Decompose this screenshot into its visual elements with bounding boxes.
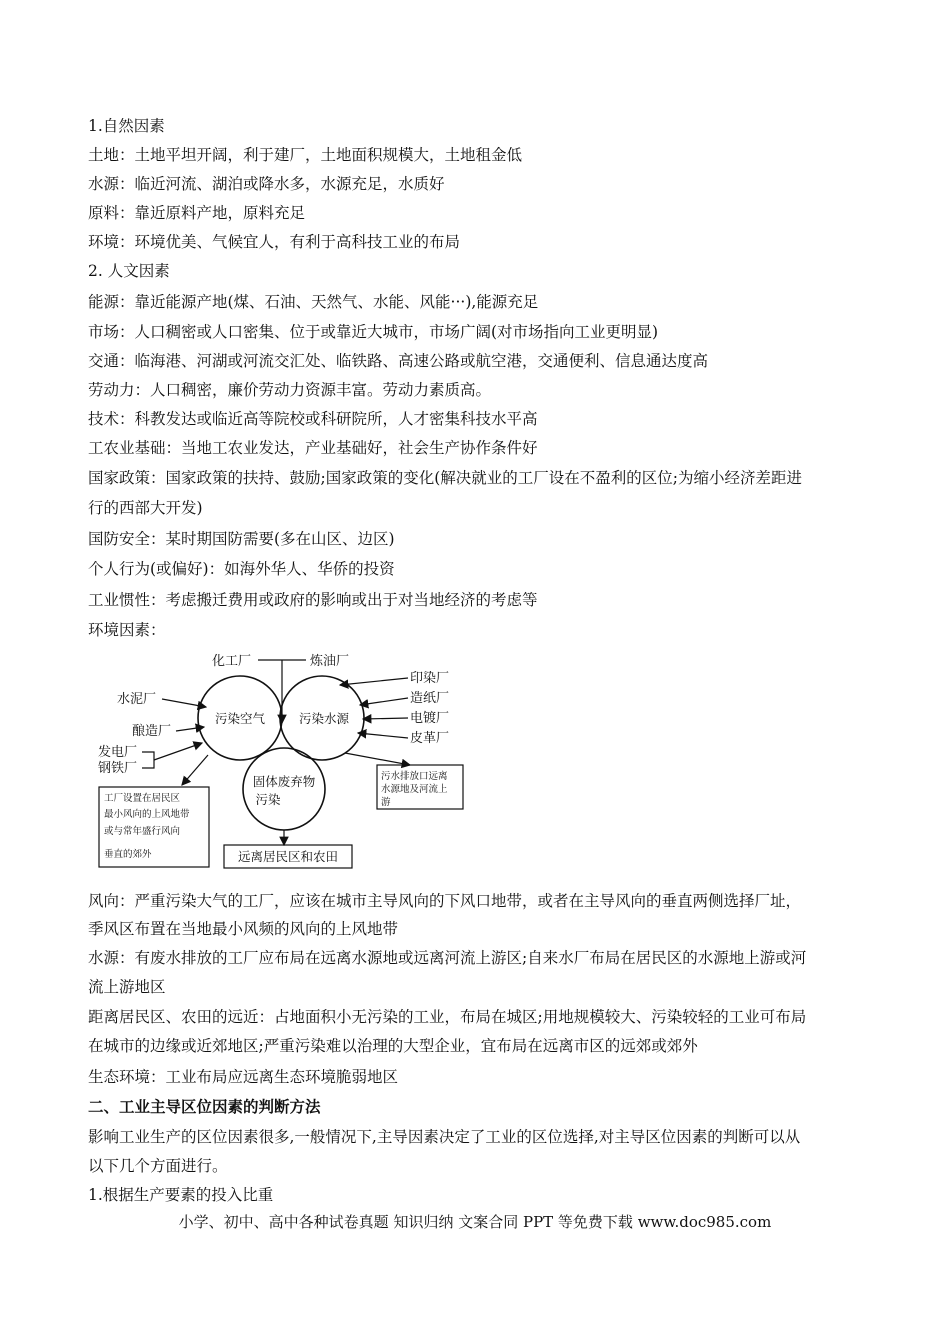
chemical-plant-label: 化工厂 (212, 654, 252, 669)
text-line: 环境因素： (88, 621, 166, 639)
text-line: 距离居民区、农田的远近：占地面积小无污染的工业，布局在城区;用地规模较大、污染较轻的工业可布局 (88, 1008, 807, 1026)
text-line: 以下几个方面进行。 (88, 1157, 228, 1175)
text-line: 工农业基础：当地工农业发达，产业基础好，社会生产协作条件好 (88, 439, 538, 457)
right-box-line: 污水排放口远离 (381, 771, 448, 782)
text-line: 个人行为(或偏好)：如海外华人、华侨的投资 (88, 560, 395, 578)
text-line: 1.根据生产要素的投入比重 (88, 1186, 274, 1204)
circle-air-label: 污染空气 (214, 711, 266, 726)
right-box-line: 水源地及河流上 (381, 784, 448, 795)
text-line: 原料：靠近原料产地，原料充足 (88, 204, 306, 222)
circle-solid-label: 固体废弃物 (252, 774, 316, 789)
text-line: 技术：科教发达或临近高等院校或科研院所，人才密集科技水平高 (88, 410, 538, 428)
text-line: 季风区布置在当地最小风频的风向的上风地带 (88, 920, 399, 938)
text-line: 能源：靠近能源产地(煤、石油、天然气、水能、风能···),能源充足 (88, 293, 539, 311)
solid-waste-circle (243, 748, 325, 830)
text-line: 国家政策：国家政策的扶持、鼓励;国家政策的变化(解决就业的工厂设在不盈利的区位;为缩小经济差距进 (88, 469, 802, 487)
left-box-line: 垂直的郊外 (104, 849, 152, 860)
left-box-line: 工厂设置在居民区 (104, 793, 181, 804)
text-line: 在城市的边缘或近郊地区;严重污染难以治理的大型企业，宜布局在远离市区的远郊或郊外 (88, 1037, 698, 1055)
text-line: 影响工业生产的区位因素很多,一般情况下,主导因素决定了工业的区位选择,对主导区位因素的判断可以从 (88, 1128, 801, 1146)
refinery-label: 炼油厂 (310, 654, 350, 669)
text-line: 工业惯性：考虑搬迁费用或政府的影响或出于对当地经济的考虑等 (88, 591, 538, 609)
leather-plant-label: 皮革厂 (410, 731, 450, 746)
dyeing-plant-label: 印染厂 (410, 671, 450, 686)
text-line: 水源：有废水排放的工厂应布局在远离水源地或远离河流上游区;自来水厂布局在居民区的水源地上游或河 (88, 949, 807, 967)
text-line: 劳动力：人口稠密，廉价劳动力资源丰富。劳动力素质高。 (88, 381, 492, 399)
circle-water-label: 污染水源 (298, 711, 350, 726)
cement-plant-label: 水泥厂 (117, 692, 157, 707)
text-line: 水源：临近河流、湖泊或降水多，水源充足，水质好 (88, 175, 445, 193)
circle-solid-label-2: 污染 (255, 792, 281, 807)
text-line: 2. 人文因素 (88, 262, 170, 280)
section-heading: 二、工业主导区位因素的判断方法 (88, 1097, 321, 1116)
paper-mill-label: 造纸厂 (410, 691, 450, 706)
text-line: 风向：严重污染大气的工厂，应该在城市主导风向的下风口地带，或者在主导风向的垂直两侧选择厂址， (88, 892, 802, 910)
text-line: 1.自然因素 (88, 117, 165, 135)
left-box-line: 最小风向的上风地带 (104, 809, 190, 820)
pollution-diagram (90, 645, 490, 873)
text-line: 市场：人口稠密或人口密集、位于或靠近大城市，市场广阔(对市场指向工业更明显) (88, 323, 659, 341)
text-line: 环境：环境优美、气候宜人，有利于高科技工业的布局 (88, 233, 461, 251)
right-box-line: 游 (381, 797, 391, 808)
steel-plant-label: 钢铁厂 (98, 761, 138, 776)
plating-plant-label: 电镀厂 (410, 711, 450, 726)
power-plant-label: 发电厂 (98, 745, 138, 760)
text-line: 土地：土地平坦开阔，利于建厂，土地面积规模大，土地租金低 (88, 146, 523, 164)
text-line: 国防安全：某时期国防需要(多在山区、边区) (88, 530, 395, 548)
page-footer: 小学、初中、高中各种试卷真题 知识归纳 文案合同 PPT 等免费下载 www.doc985.com (178, 1213, 772, 1231)
text-line: 生态环境：工业布局应远离生态环境脆弱地区 (88, 1068, 399, 1086)
text-line: 行的西部大开发) (88, 499, 203, 517)
brewery-label: 酿造厂 (132, 724, 172, 739)
left-box-line: 或与常年盛行风向 (104, 826, 181, 837)
bottom-box-label: 远离居民区和农田 (237, 849, 339, 864)
text-line: 交通：临海港、河湖或河流交汇处、临铁路、高速公路或航空港，交通便利、信息通达度高 (88, 352, 709, 370)
text-line: 流上游地区 (88, 978, 166, 996)
